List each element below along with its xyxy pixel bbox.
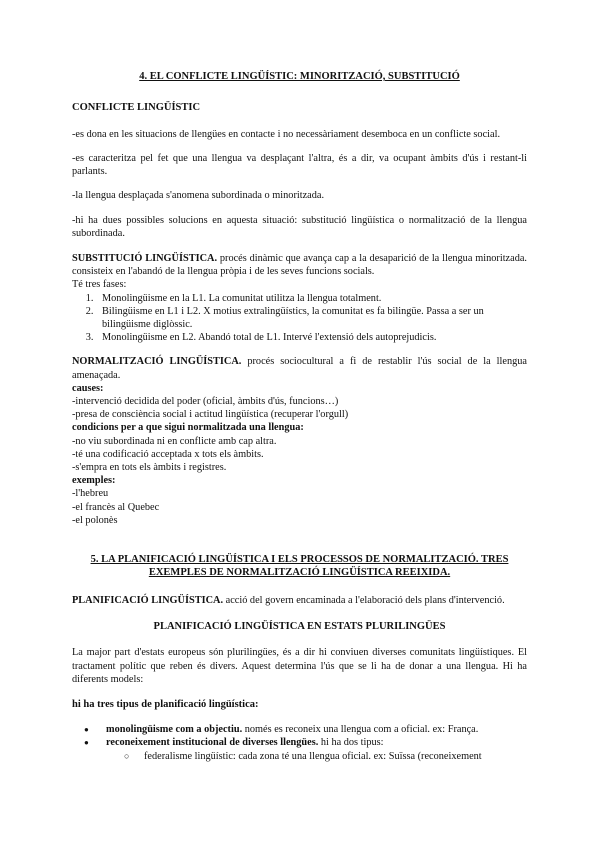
conflicte-heading: CONFLICTE LINGÜÍSTIC	[72, 101, 201, 113]
section-5-title	[72, 553, 527, 580]
exemples-label: exemples:	[72, 475, 116, 487]
conflicte-paragraph-3: -la llengua desplaçada s'anomena subordinada o minoritzada.	[72, 190, 325, 202]
tipus-item	[94, 736, 527, 762]
fases-list	[72, 292, 527, 345]
condicio-item: -no viu subordinada ni en conflicte amb cap altra.	[72, 435, 277, 447]
tipus-term: reconeixement institucional de diverses llengües.	[106, 737, 319, 749]
tipus-subitem: ○ federalisme lingüístic: cada zona té una llengua oficial. ex: Suïssa (reconeixement	[136, 750, 527, 763]
cause-item: -presa de consciència social i actitud lingüística (recuperar l'orgull)	[72, 409, 349, 421]
section-5-title-line-2: EXEMPLES DE NORMALITZACIÓ LINGÜÍSTICA REEIXIDA.	[148, 567, 451, 579]
tipus-heading: hi ha tres tipus de planificació lingüística:	[72, 699, 259, 710]
fase-item: 3. Monolingüisme en L2. Abandó total de L1. Intervé l'extensió dels autoprejudicis.	[96, 331, 527, 344]
substitucio-paragraph	[72, 252, 527, 278]
estats-paragraph: La major part d'estats europeus són plurilingües, és a dir hi conviuen diverses comunitats lingüístiques. El tractament polític que reben és divers. Aquest determina l'ús que se li ha de donar a una llengua. Hi ha diferents models:	[72, 647, 527, 685]
section-4-title: 4. EL CONFLICTE LINGÜÍSTIC: MINORITZACIÓ, SUBSTITUCIÓ	[139, 71, 460, 82]
exemple-item: -el polonès	[72, 514, 118, 526]
condicio-item: -té una codificació acceptada x tots els àmbits.	[72, 448, 264, 460]
planificacio-paragraph	[72, 594, 527, 607]
tipus-text: hi ha dos tipus:	[318, 737, 384, 749]
fase-item: 1. Monolingüisme en la L1. La comunitat utilitza la llengua totalment.	[96, 292, 527, 305]
planificacio-definition: acció del govern encaminada a l'elaboració dels plans d'intervenció.	[223, 594, 505, 606]
section-5-title-line-1: 5. LA PLANIFICACIÓ LINGÜÍSTICA I ELS PROCESSOS DE NORMALITZACIÓ. TRES	[90, 553, 509, 565]
tipus-term: monolingüisme com a objectiu.	[106, 724, 243, 736]
normalitzacio-definition: procés sociocultural a fi de restablir l'ús social de la llengua amenaçada.	[72, 356, 527, 381]
planificacio-term: PLANIFICACIÓ LINGÜÍSTICA.	[72, 594, 224, 606]
normalitzacio-paragraph	[72, 355, 527, 381]
causes-label: causes:	[72, 382, 104, 394]
condicions-label: condicions per a que sigui normalitzada una llengua:	[72, 422, 304, 434]
conflicte-paragraph-2: -es caracteritza pel fet que una llengua va desplaçant l'altra, és a dir, va ocupant àmbits d'ús i restant-li parlants.	[72, 152, 527, 178]
substitucio-definition: procés dinàmic que avança cap a la desaparició de la llengua minoritzada. consisteix en l'abandó de la llengua pròpia i de les seves funcions socials.	[72, 252, 527, 278]
exemple-item: -l'hebreu	[72, 488, 109, 500]
fase-item: 2. Bilingüisme en L1 i L2. X motius extralingüístics, la comunitat es fa bilingüe. Passa a ser un bilingüisme diglòssic.	[96, 305, 527, 331]
tipus-item	[94, 723, 527, 736]
condicio-item: -s'empra en tots els àmbits i registres.	[72, 461, 227, 473]
normalitzacio-term: NORMALITZACIÓ LINGÜÍSTICA.	[72, 356, 242, 368]
estats-heading: PLANIFICACIÓ LINGÜÍSTICA EN ESTATS PLURILINGÜES	[153, 621, 446, 633]
fases-intro: Té tres fases:	[72, 279, 127, 291]
document-body	[72, 70, 527, 763]
tipus-sublist	[106, 750, 527, 763]
tipus-text: només es reconeix una llengua com a oficial. ex: França.	[242, 724, 479, 736]
conflicte-paragraph-4: -hi ha dues possibles solucions en aquesta situació: substitució lingüística o normalització de la llengua subordinada.	[72, 214, 527, 239]
conflicte-paragraph-1: -es dona en les situacions de llengües en contacte i no necessàriament desemboca en un conflicte social.	[72, 128, 501, 140]
exemple-item: -el francès al Quebec	[72, 501, 160, 513]
substitucio-term: SUBSTITUCIÓ LINGÜÍSTICA.	[72, 252, 218, 264]
cause-item: -intervenció decidida del poder (oficial, àmbits d'ús, funcions…)	[72, 395, 339, 407]
tipus-list	[72, 723, 527, 763]
